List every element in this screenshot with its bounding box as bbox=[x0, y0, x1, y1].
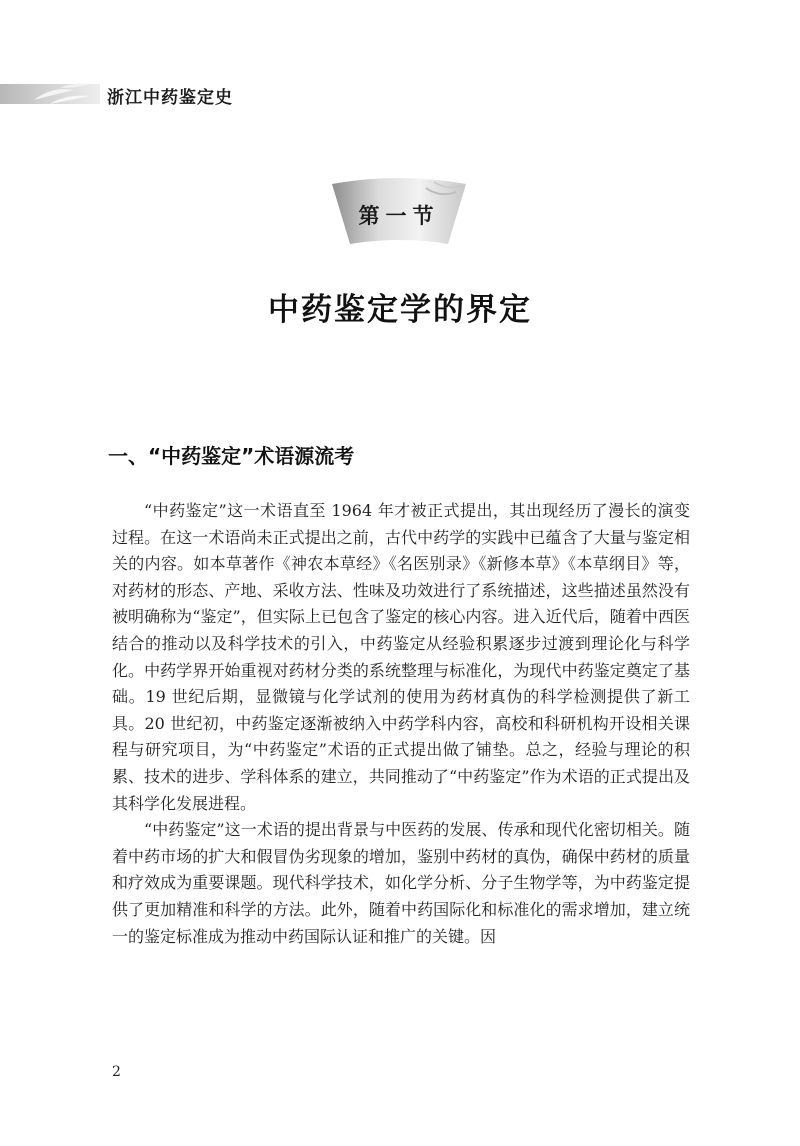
section-label: 第一节 bbox=[358, 204, 440, 228]
paragraph: “中药鉴定”这一术语直至 1964 年才被正式提出，其出现经历了漫长的演变过程。在这一术语尚未正式提出之前，古代中药学的实践中已蕴含了大量与鉴定相关的内容。如本草著作《神农本草经》《名医别录》《新修本草》《本草纲目》等，对药材的形态、产地、采收方法、性味及功效进行了系统描述，这些描述虽然没有被明确称为“鉴定”，但实际上已包含了鉴定的核心内容。进入近代后，随着中西医结合的推动以及科学技术的引入，中药鉴定从经验积累逐步过渡到理论化与科学化。中药学界开始重视对药材分类的系统整理与标准化，为现代中药鉴定奠定了基础。19 世纪后期，显微镜与化学试剂的使用为药材真伪的科学检测提供了新工具。20 世纪初，中药鉴定逐渐被纳入中药学科内容，高校和科研机构开设相关课程与研究项目，为“中药鉴定”术语的正式提出做了铺垫。总之，经验与理论的积累、技术的进步、学科体系的建立，共同推动了“中药鉴定”作为术语的正式提出及其科学化发展进程。 bbox=[112, 501, 690, 813]
body-text bbox=[112, 498, 690, 950]
bamboo-leaf-icon bbox=[30, 80, 100, 108]
subheading: 一、“中药鉴定”术语源流考 bbox=[108, 444, 355, 468]
paragraph: “中药鉴定”这一术语的提出背景与中医药的发展、传承和现代化密切相关。随着中药市场的扩大和假冒伪劣现象的增加，鉴别中药材的真伪，确保中药材的质量和疗效成为重要课题。现代科学技术，如化学分析、分子生物学等，为中药鉴定提供了更加精准和科学的方法。此外，随着中药国际化和标准化的需求增加，建立统一的鉴定标准成为推动中药国际认证和推广的关键。因 bbox=[112, 820, 690, 946]
page-number: 2 bbox=[112, 1064, 121, 1080]
chapter-title: 中药鉴定学的界定 bbox=[268, 292, 532, 328]
running-head: 浙江中药鉴定史 bbox=[107, 88, 233, 108]
